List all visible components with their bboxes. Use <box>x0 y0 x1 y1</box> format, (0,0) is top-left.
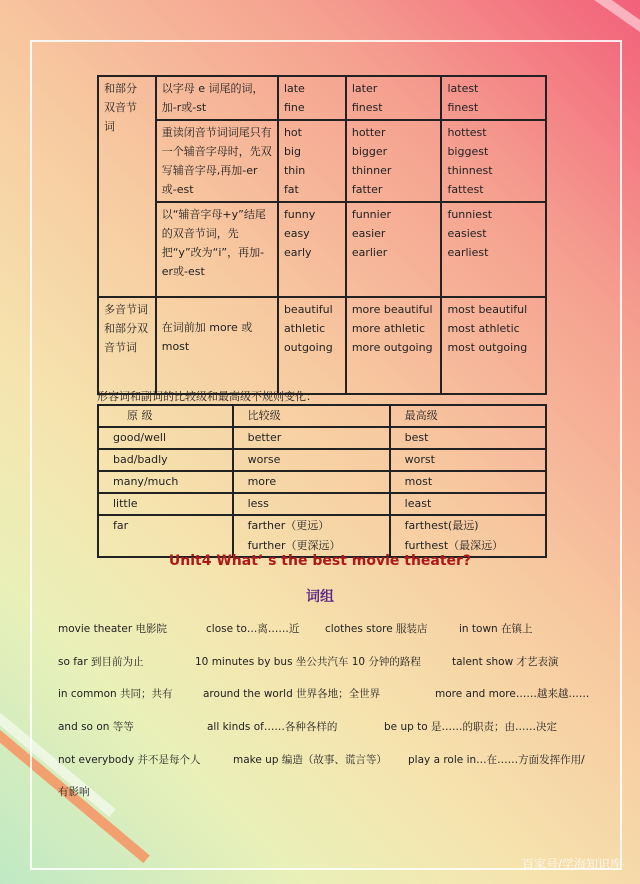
word: finest <box>351 101 383 114</box>
table-cell: more <box>233 471 390 493</box>
irregular-forms-table <box>97 404 547 558</box>
table-row <box>98 427 546 449</box>
phrase-item: close to…离……近 <box>206 623 300 635</box>
word: thinner <box>351 164 392 177</box>
word: biggest <box>447 145 489 158</box>
table-cell: 比较级 <box>233 405 390 427</box>
table-cell: bad/badly <box>98 449 233 471</box>
table-cell: 原 级 <box>98 405 233 427</box>
table-cell: most <box>390 471 546 493</box>
comparative-cell <box>346 202 442 297</box>
word: most beautiful <box>447 303 528 316</box>
word: early <box>283 246 312 259</box>
table-cell: furthest（最深远） <box>390 536 546 557</box>
word: more outgoing <box>351 341 433 354</box>
word: hottest <box>447 126 487 139</box>
watermark: 百家号/学海知识库 <box>521 857 622 871</box>
phrases-title: 词组 <box>306 589 334 605</box>
table-row <box>98 405 546 427</box>
superlative-cell <box>441 120 546 202</box>
phrase-item: all kinds of……各种各样的 <box>207 721 338 733</box>
phrase-item: talent show 才艺表演 <box>452 656 559 668</box>
table-cell: farther（更远） <box>233 515 390 536</box>
table-row <box>98 515 546 536</box>
word: easiest <box>447 227 487 240</box>
irregular-note: 形容词和副词的比较级和最高级不规则变化： <box>97 390 317 403</box>
category-cell: 和部分双音节词 <box>98 76 156 297</box>
table-cell: many/much <box>98 471 233 493</box>
word: hotter <box>351 126 386 139</box>
phrase-item: be up to 是……的职责；由……决定 <box>384 721 557 733</box>
superlative-cell <box>441 202 546 297</box>
word: more athletic <box>351 322 426 335</box>
base-cell <box>278 297 346 394</box>
word: easy <box>283 227 310 240</box>
table-cell: farthest(最远) <box>390 515 546 536</box>
table-row <box>98 120 546 202</box>
base-cell <box>278 76 346 120</box>
word: fattest <box>447 183 484 196</box>
table-cell: worse <box>233 449 390 471</box>
category-cell: 多音节词和部分双音节词 <box>98 297 156 394</box>
table-cell: little <box>98 493 233 515</box>
word: outgoing <box>283 341 333 354</box>
table-cell: worst <box>390 449 546 471</box>
word: bigger <box>351 145 388 158</box>
table-cell: 最高级 <box>390 405 546 427</box>
word: more beautiful <box>351 303 433 316</box>
table-row <box>98 202 546 297</box>
phrase-item: so far 到目前为止 <box>58 656 144 668</box>
table-row <box>98 493 546 515</box>
superlative-cell <box>441 76 546 120</box>
phrase-item: clothes store 服装店 <box>325 623 428 635</box>
comparison-rules-table <box>97 75 547 395</box>
word: earliest <box>447 246 489 259</box>
phrase-item: and so on 等等 <box>58 721 134 733</box>
phrase-item: not everybody 并不是每个人 <box>58 754 201 766</box>
comparative-cell <box>346 120 442 202</box>
word: most athletic <box>447 322 520 335</box>
word: fatter <box>351 183 383 196</box>
word: athletic <box>283 322 326 335</box>
table-row <box>98 449 546 471</box>
rule-cell: 重读闭音节词词尾只有一个辅音字母时，先双写辅音字母,再加-er或-est <box>156 120 278 202</box>
word: late <box>283 82 305 95</box>
phrase-item: make up 编造（故事、谎言等） <box>233 754 387 766</box>
word: fat <box>283 183 299 196</box>
word: finest <box>447 101 479 114</box>
table-row <box>98 297 546 394</box>
word: thinnest <box>447 164 493 177</box>
table-cell: further（更深远） <box>233 536 390 557</box>
word: funny <box>283 208 316 221</box>
word: fine <box>283 101 305 114</box>
table-cell: less <box>233 493 390 515</box>
rule-cell: 在词前加 more 或 most <box>156 297 278 394</box>
table-cell: better <box>233 427 390 449</box>
word: funnier <box>351 208 391 221</box>
word: most outgoing <box>447 341 528 354</box>
table-cell: least <box>390 493 546 515</box>
phrase-item: play a role in…在……方面发挥作用/ <box>408 754 585 766</box>
word: beautiful <box>283 303 333 316</box>
word: later <box>351 82 378 95</box>
rule-cell: 以“辅音字母+y”结尾的双音节词，先把“y”改为“i”，再加-er或-est <box>156 202 278 297</box>
rule-cell: 以字母 e 词尾的词，加-r或-st <box>156 76 278 120</box>
table-row <box>98 76 546 120</box>
phrase-item: 有影响 <box>58 786 90 798</box>
phrase-item: in common 共同；共有 <box>58 688 173 700</box>
table-cell: best <box>390 427 546 449</box>
word: latest <box>447 82 479 95</box>
word: earlier <box>351 246 388 259</box>
word: funniest <box>447 208 493 221</box>
table-row <box>98 471 546 493</box>
unit-title: Unit4 What’ s the best movie theater? <box>168 553 472 569</box>
comparative-cell <box>346 297 442 394</box>
phrase-item: in town 在镇上 <box>459 623 533 635</box>
phrase-item: more and more……越来越…… <box>435 688 590 700</box>
base-cell <box>278 202 346 297</box>
table-cell: good/well <box>98 427 233 449</box>
superlative-cell <box>441 297 546 394</box>
word: hot <box>283 126 302 139</box>
word: big <box>283 145 301 158</box>
phrase-item: movie theater 电影院 <box>58 623 167 635</box>
comparative-cell <box>346 76 442 120</box>
base-cell <box>278 120 346 202</box>
table-cell: far <box>98 515 233 536</box>
word: thin <box>283 164 306 177</box>
word: easier <box>351 227 386 240</box>
phrase-item: around the world 世界各地；全世界 <box>203 688 381 700</box>
phrase-item: 10 minutes by bus 坐公共汽车 10 分钟的路程 <box>195 656 421 668</box>
